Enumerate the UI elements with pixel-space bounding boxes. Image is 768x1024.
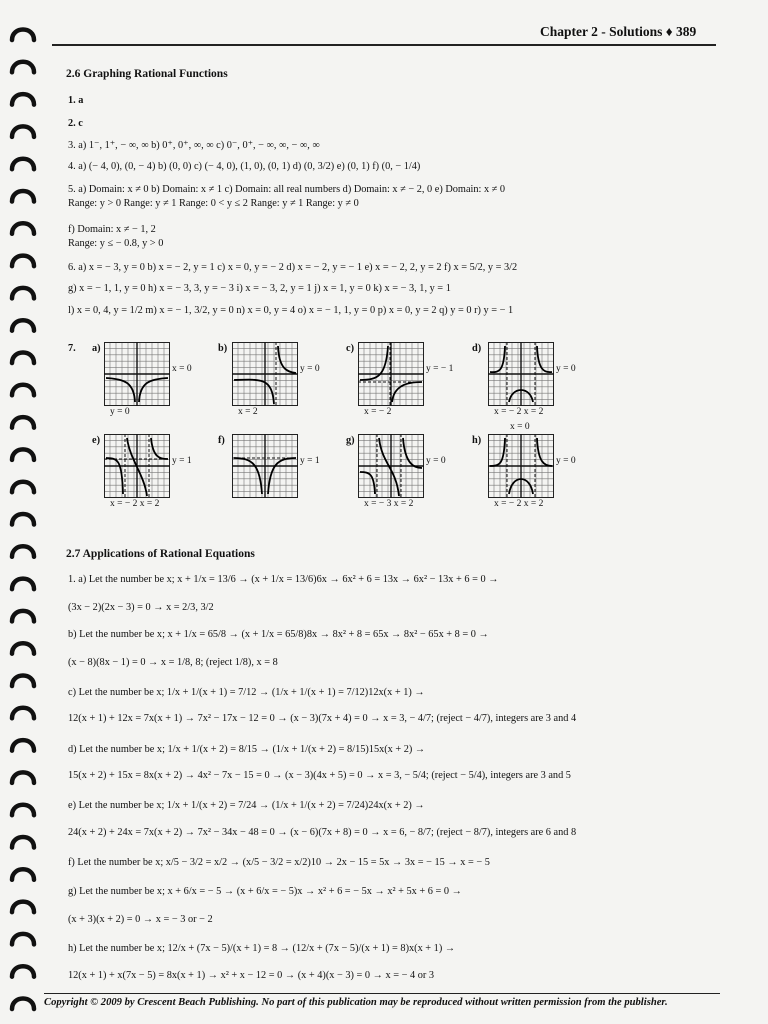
binding-ring: [12, 94, 34, 105]
footer-rule: [44, 993, 720, 994]
graph-letter: e): [92, 435, 100, 446]
answer-line: 2. c: [68, 118, 83, 129]
answer-line: g) Let the number be x; x + 6/x = − 5 → (x + 6/x = − 5)x → x² + 6 = − 5x → x² + 5x + 6 = 0 →: [68, 886, 462, 897]
binding-ring: [12, 449, 34, 460]
answer-line: g) x = − 1, 1, y = 0 h) x = − 3, 3, y = − 3 i) x = − 3, 2, y = 1 j) x = 1, y = 0 k) x = − 3, 1, y = 1: [68, 283, 451, 294]
binding-ring: [12, 320, 34, 331]
answer-line: 24(x + 2) + 24x = 7x(x + 2) → 7x² − 34x − 48 = 0 → (x − 6)(7x + 8) = 0 → x = 6, − 8/7; (reject − 8/7), integers are 6 and 8: [68, 827, 577, 838]
answer-line: (x + 3)(x + 2) = 0 → x = − 3 or − 2: [68, 914, 213, 925]
asymptote-label: y = 0: [556, 364, 576, 374]
binding-ring: [12, 223, 34, 234]
rational-function-graph: [488, 434, 554, 498]
answer-line: Range: y > 0 Range: y ≠ 1 Range: 0 < y ≤ 2 Range: y ≠ 1 Range: y ≠ 0: [68, 198, 359, 209]
binding-ring: [12, 999, 34, 1010]
graph-letter: g): [346, 435, 355, 446]
binding-ring: [12, 902, 34, 913]
binding-ring: [12, 417, 34, 428]
binding-ring: [12, 772, 34, 783]
graph-letter: c): [346, 343, 354, 354]
asymptote-label: y = 0: [110, 407, 130, 417]
binding-ring: [12, 708, 34, 719]
answer-line: e) Let the number be x; 1/x + 1/(x + 2) = 7/24 → (1/x + 1/(x + 2) = 7/24)24x(x + 2) →: [68, 800, 425, 811]
asymptote-label: y = 0: [556, 456, 576, 466]
asymptote-label: x = 0: [172, 364, 192, 374]
binding-ring: [12, 676, 34, 687]
asymptote-label: y = 1: [172, 456, 192, 466]
answer-line: 4. a) (− 4, 0), (0, − 4) b) (0, 0) c) (− 4, 0), (1, 0), (0, 1) d) (0, 3/2) e) (0, 1) f) (0, − 1/4): [68, 161, 421, 172]
answer-line: f) Domain: x ≠ − 1, 2: [68, 224, 156, 235]
answer-line: f) Let the number be x; x/5 − 3/2 = x/2 → (x/5 − 3/2 = x/2)10 → 2x − 15 = 5x → 3x = − 15 → x = − 5: [68, 857, 490, 868]
binding-ring: [12, 740, 34, 751]
answer-line: h) Let the number be x; 12/x + (7x − 5)/(x + 1) = 8 → (12/x + (7x − 5)/(x + 1) = 8)x(x + 1) →: [68, 943, 456, 954]
binding-ring: [12, 643, 34, 654]
binding-ring: [12, 837, 34, 848]
binding-ring: [12, 482, 34, 493]
binding-ring: [12, 934, 34, 945]
asymptote-label: x = 2: [238, 407, 258, 417]
asymptote-label: x = − 2 x = 2: [494, 407, 544, 417]
answer-line: 1. a) Let the number be x; x + 1/x = 13/6 → (x + 1/x = 13/6)6x → 6x² + 6 = 13x → 6x² − 13x + 6 = 0 →: [68, 574, 499, 585]
binding-ring: [12, 514, 34, 525]
binding-ring: [12, 256, 34, 267]
asymptote-label: y = 1: [300, 456, 320, 466]
asymptote-label: x = − 2 x = 2: [110, 499, 160, 509]
answer-line: 1. a: [68, 95, 84, 106]
answer-line: 3. a) 1⁻, 1⁺, − ∞, ∞ b) 0⁺, 0⁺, ∞, ∞ c) 0⁻, 0⁺, − ∞, ∞, − ∞, ∞: [68, 140, 320, 151]
answer-line: c) Let the number be x; 1/x + 1/(x + 1) = 7/12 → (1/x + 1/(x + 1) = 7/12)12x(x + 1) →: [68, 687, 425, 698]
rational-function-graph: [232, 434, 298, 498]
chapter-header: Chapter 2 - Solutions ♦ 389: [540, 24, 697, 39]
answer-line: d) Let the number be x; 1/x + 1/(x + 2) = 8/15 → (1/x + 1/(x + 2) = 8/15)15x(x + 2) →: [68, 744, 426, 755]
binding-ring: [12, 385, 34, 396]
answer-line: 6. a) x = − 3, y = 0 b) x = − 2, y = 1 c) x = 0, y = − 2 d) x = − 2, y = − 1 e) x = − 2, 2, y = 2 f) x = 5/2, y = 3/2: [68, 262, 518, 273]
answer-line: (3x − 2)(2x − 3) = 0 → x = 2/3, 3/2: [68, 602, 214, 613]
answer-line: 12(x + 1) + 12x = 7x(x + 1) → 7x² − 17x − 12 = 0 → (x − 3)(7x + 4) = 0 → x = 3, − 4/7; (reject − 4/7), integers are 3 and 4: [68, 713, 577, 724]
rational-function-graph: [358, 434, 424, 498]
header-rule: [52, 44, 716, 46]
answer-line: 5. a) Domain: x ≠ 0 b) Domain: x ≠ 1 c) Domain: all real numbers d) Domain: x ≠ − 2, 0 e) Domain: x ≠ 0: [68, 184, 506, 195]
asymptote-label: x = − 2 x = 2: [494, 499, 544, 509]
spiral-binding: [8, 20, 42, 1024]
rational-function-graph: [488, 342, 554, 406]
binding-ring: [12, 288, 34, 299]
binding-ring: [12, 611, 34, 622]
asymptote-label: x = 0: [510, 422, 530, 432]
answer-line: b) Let the number be x; x + 1/x = 65/8 → (x + 1/x = 65/8)8x → 8x² + 8 = 65x → 8x² − 65x + 8 = 0 →: [68, 629, 489, 640]
answer-line: l) x = 0, 4, y = 1/2 m) x = − 1, 3/2, y = 0 n) x = 0, y = 4 o) x = − 1, 1, y = 0 p) x = 0, y = 2 q) y = 0 r) y = − 1: [68, 305, 514, 316]
binding-ring: [12, 62, 34, 73]
binding-ring: [12, 869, 34, 880]
binding-ring: [12, 353, 34, 364]
rational-function-graph: [358, 342, 424, 406]
copyright-footer: Copyright © 2009 by Crescent Beach Publishing. No part of this publication may be reproduced without written permission from the publisher.: [44, 997, 668, 1008]
answer-line: 15(x + 2) + 15x = 8x(x + 2) → 4x² − 7x − 15 = 0 → (x − 3)(4x + 5) = 0 → x = 3, − 5/4; (reject − 5/4), integers are 3 and 5: [68, 770, 571, 781]
asymptote-label: x = − 2: [364, 407, 392, 417]
binding-ring: [12, 546, 34, 557]
rational-function-graph: [104, 434, 170, 498]
binding-ring: [12, 579, 34, 590]
binding-ring: [12, 30, 34, 41]
binding-ring: [12, 126, 34, 136]
asymptote-label: y = 0: [426, 456, 446, 466]
graph-letter: a): [92, 343, 101, 354]
section-2-6-title: 2.6 Graphing Rational Functions: [66, 68, 228, 80]
answer-line: 12(x + 1) + x(7x − 5) = 8x(x + 1) → x² + x − 12 = 0 → (x + 4)(x − 3) = 0 → x = − 4 or 3: [68, 970, 434, 981]
binding-ring: [12, 805, 34, 816]
answer-line: (x − 8)(8x − 1) = 0 → x = 1/8, 8; (reject 1/8), x = 8: [68, 657, 278, 668]
graph-letter: d): [472, 343, 482, 354]
binding-ring: [12, 159, 34, 170]
binding-ring: [12, 191, 34, 202]
answer-line: Range: y ≤ − 0.8, y > 0: [68, 238, 164, 249]
binding-ring: [12, 966, 34, 977]
asymptote-label: y = 0: [300, 364, 320, 374]
section-2-7-title: 2.7 Applications of Rational Equations: [66, 548, 255, 560]
asymptote-label: x = − 3 x = 2: [364, 499, 414, 509]
rational-function-graph: [104, 342, 170, 406]
question-7-number: 7.: [68, 343, 76, 354]
graph-letter: h): [472, 435, 482, 446]
graph-letter: b): [218, 343, 228, 354]
rational-function-graph: [232, 342, 298, 406]
graph-letter: f): [218, 435, 225, 446]
asymptote-label: y = − 1: [426, 364, 454, 374]
